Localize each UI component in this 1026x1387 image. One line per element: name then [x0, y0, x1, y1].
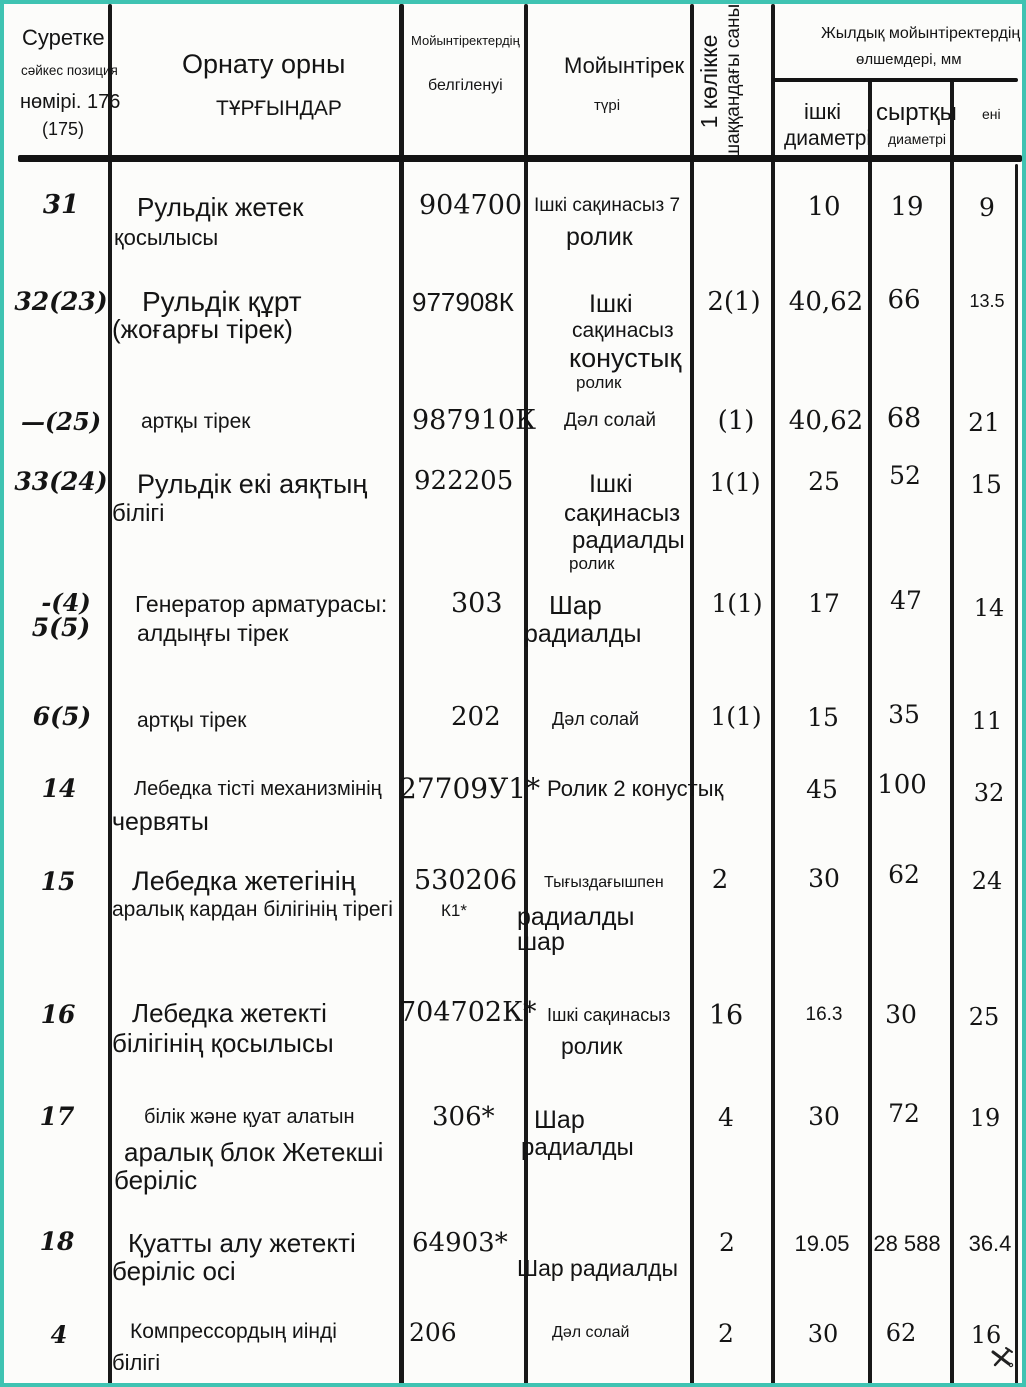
- row-position: 5(5): [31, 613, 91, 642]
- cell-outer-diameter: 28 588: [873, 1231, 941, 1256]
- row-location: білігі: [112, 1350, 161, 1375]
- cell-inner-diameter: 16.3: [805, 1004, 843, 1025]
- row-designation: 303: [451, 588, 503, 619]
- row-location: Рульдік екі аяқтың: [137, 469, 368, 499]
- cell-width: 15: [970, 470, 1002, 499]
- header-position-label: нөмірі. 176: [20, 91, 121, 113]
- header-designation-label: Мойынтіректердің: [411, 33, 520, 48]
- cell-inner-diameter: 40,62: [788, 406, 864, 436]
- row-location: Рульдік құрт: [142, 286, 302, 317]
- row-location: артқы тірек: [137, 709, 247, 732]
- row-bearing-type: конустық: [569, 343, 682, 373]
- row-bearing-type: ролик: [576, 373, 622, 392]
- column-divider: [108, 4, 112, 1387]
- cell-outer-diameter: 62: [885, 1319, 917, 1347]
- cell-inner-diameter: 30: [807, 1320, 839, 1348]
- header-position-label: сәйкес позиция: [21, 63, 118, 78]
- cell-inner-diameter: 30: [808, 864, 840, 893]
- row-bearing-type: ролик: [566, 223, 633, 251]
- cell-outer-diameter: 100: [877, 770, 927, 800]
- row-designation: 987910К: [412, 405, 536, 436]
- cell-inner-diameter: 15: [807, 703, 839, 732]
- cell-width: 36.4: [968, 1231, 1012, 1256]
- row-bearing-type: сақинасыз: [572, 319, 674, 342]
- cell-width: 32: [973, 779, 1005, 807]
- cell-width: 16: [970, 1321, 1002, 1349]
- row-location: Лебедка жетегінің: [132, 866, 356, 896]
- row-bearing-type: ролик: [561, 1033, 623, 1059]
- row-bearing-type: ролик: [569, 554, 615, 573]
- row-position: 18: [39, 1227, 75, 1256]
- row-bearing-type: радиалды: [524, 620, 642, 648]
- row-bearing-type: Шар: [549, 590, 602, 620]
- cell-width: 14: [973, 594, 1005, 622]
- cell-width: 21: [968, 408, 1000, 437]
- cell-inner-diameter: 45: [806, 775, 838, 804]
- row-position: 15: [40, 867, 76, 896]
- header-place-label: ТҰРҒЫНДАР: [216, 97, 342, 120]
- header-position-label: Суретке: [22, 25, 105, 50]
- cell-outer-diameter: 30: [885, 1000, 917, 1029]
- row-designation: 904700: [419, 190, 523, 221]
- cell-inner-diameter: 17: [808, 589, 840, 618]
- row-designation: 206: [409, 1318, 457, 1347]
- row-bearing-type: Дәл солай: [552, 709, 640, 729]
- row-location: білігінің қосылысы: [112, 1028, 334, 1058]
- header-outer-diameter-label: диаметрі: [888, 131, 947, 147]
- row-bearing-type: Ішкі: [589, 290, 633, 318]
- row-bearing-type: Ішкі: [589, 470, 633, 498]
- row-location: (жоғарғы тірек): [112, 314, 293, 344]
- row-designation: 530206: [414, 865, 518, 896]
- row-bearing-type: сақинасыз: [564, 500, 681, 527]
- cell-count: 2: [711, 865, 729, 895]
- cell-inner-diameter: 30: [808, 1102, 840, 1131]
- row-location: аралық блок Жетекші: [124, 1137, 384, 1167]
- column-divider: [1015, 164, 1018, 1387]
- row-bearing-type: Тығыздағышпен: [544, 874, 664, 891]
- cell-count: 4: [718, 1103, 734, 1132]
- row-bearing-type: радиалды: [517, 903, 635, 931]
- cell-inner-diameter: 19.05: [794, 1231, 850, 1256]
- row-location: беріліс осі: [112, 1256, 236, 1286]
- cell-count: 16: [708, 1000, 744, 1031]
- header-separator-line: [18, 155, 1022, 162]
- row-position: 33(24): [14, 467, 108, 496]
- row-location: беріліс: [114, 1165, 198, 1195]
- cell-width: 24: [971, 867, 1003, 895]
- row-designation: 27709У1*: [399, 772, 541, 805]
- row-bearing-type: шар: [517, 928, 565, 956]
- row-location: аралық кардан білігінің тірегі: [112, 898, 393, 921]
- cell-outer-diameter: 62: [888, 860, 920, 889]
- cell-inner-diameter: 40,62: [788, 287, 864, 317]
- row-bearing-type: радиалды: [572, 527, 685, 554]
- header-designation-label: белгіленуі: [428, 77, 503, 94]
- header-place-label: Орнату орны: [182, 49, 346, 79]
- column-divider: [950, 80, 954, 1387]
- row-position: —(25): [20, 407, 102, 436]
- row-designation: 306*: [432, 1102, 495, 1132]
- cell-inner-diameter: 25: [808, 467, 840, 496]
- crossed-tools-icon: [989, 1344, 1015, 1370]
- row-location: Компрессордың иінді: [130, 1320, 337, 1343]
- header-outer-diameter-label: сыртқы: [876, 99, 957, 126]
- cell-width: 13.5: [969, 291, 1005, 311]
- cell-count: 1(1): [711, 589, 763, 618]
- cell-outer-diameter: 66: [887, 285, 921, 315]
- row-bearing-type: Дәл солай: [552, 1324, 630, 1341]
- row-bearing-type: радиалды: [521, 1134, 634, 1161]
- row-position: 32(23): [14, 287, 108, 316]
- cell-width: 19: [969, 1104, 1001, 1132]
- row-location: Генератор арматурасы:: [135, 591, 388, 617]
- header-per-vehicle-label: 1 көлікке шаққандағы саны: [696, 3, 744, 160]
- header-bearing-type-label: түрі: [594, 97, 621, 114]
- cell-outer-diameter: 35: [888, 700, 920, 729]
- column-divider: [868, 80, 872, 1387]
- cell-outer-diameter: 68: [886, 403, 922, 434]
- row-location: червяты: [112, 808, 209, 836]
- header-sizes-title: өлшемдері, мм: [856, 51, 962, 68]
- cell-width: 11: [971, 707, 1003, 735]
- cell-count: 2(1): [707, 287, 761, 317]
- row-position: 14: [41, 774, 77, 803]
- row-bearing-type: Ішкі сақинасыз: [547, 1005, 671, 1025]
- row-location: Лебедка жетекті: [132, 998, 327, 1028]
- cell-inner-diameter: 10: [807, 192, 841, 222]
- subheader-separator-line: [773, 78, 1018, 82]
- row-position: 16: [40, 1000, 76, 1029]
- row-designation: 704702К*: [399, 997, 537, 1028]
- cell-outer-diameter: 52: [889, 461, 921, 490]
- row-position: 4: [50, 1320, 68, 1349]
- row-position: 31: [42, 190, 80, 220]
- header-width-label: ені: [982, 106, 1001, 122]
- row-position: -(4): [41, 588, 91, 617]
- row-bearing-type: Ішкі сақинасыз 7: [534, 195, 681, 216]
- header-bearing-type-label: Мойынтірек: [564, 53, 685, 78]
- cell-outer-diameter: 19: [890, 192, 924, 222]
- row-location: білік және қуат алатын: [144, 1106, 355, 1128]
- row-bearing-type: Шар: [534, 1106, 585, 1134]
- row-bearing-type: Дәл солай: [564, 410, 656, 431]
- row-bearing-type: Шар радиалды: [517, 1255, 679, 1281]
- header-inner-diameter-label: диаметрі: [784, 127, 872, 150]
- header-inner-diameter-label: ішкі: [804, 99, 842, 124]
- column-divider: [771, 4, 775, 1387]
- row-designation: 977908К: [412, 287, 514, 317]
- row-location: Рульдік жетек: [137, 192, 304, 222]
- cell-count: (1): [717, 406, 755, 436]
- row-location: алдыңғы тірек: [137, 620, 289, 646]
- row-designation: 202: [451, 702, 501, 732]
- cell-count: 2: [718, 1319, 734, 1348]
- cell-outer-diameter: 72: [888, 1099, 920, 1128]
- row-location: Қуатты алу жетекті: [128, 1228, 356, 1258]
- row-designation: К1*: [441, 901, 467, 920]
- row-position: 6(5): [32, 702, 92, 731]
- row-position: 17: [39, 1102, 75, 1131]
- row-location: Лебедка тісті механизмінің: [134, 778, 382, 800]
- cell-count: 1(1): [709, 468, 761, 497]
- header-position-label: (175): [42, 119, 85, 139]
- column-divider: [524, 4, 528, 1387]
- cell-count: 1(1): [710, 702, 762, 731]
- row-designation: 922205: [414, 466, 514, 496]
- cell-outer-diameter: 47: [890, 586, 922, 615]
- header-sizes-title: Жылдық мойынтіректердің: [821, 25, 1021, 42]
- row-designation: 64903*: [412, 1228, 508, 1258]
- row-bearing-type: Ролик 2 конустық: [547, 776, 724, 801]
- cell-width: 25: [968, 1003, 1000, 1031]
- cell-width: 9: [979, 193, 995, 222]
- cell-count: 2: [719, 1228, 735, 1257]
- column-divider: [399, 4, 404, 1387]
- row-location: артқы тірек: [141, 410, 251, 433]
- column-divider: [690, 4, 694, 1387]
- row-location: білігі: [112, 500, 165, 527]
- row-location: қосылысы: [114, 225, 219, 250]
